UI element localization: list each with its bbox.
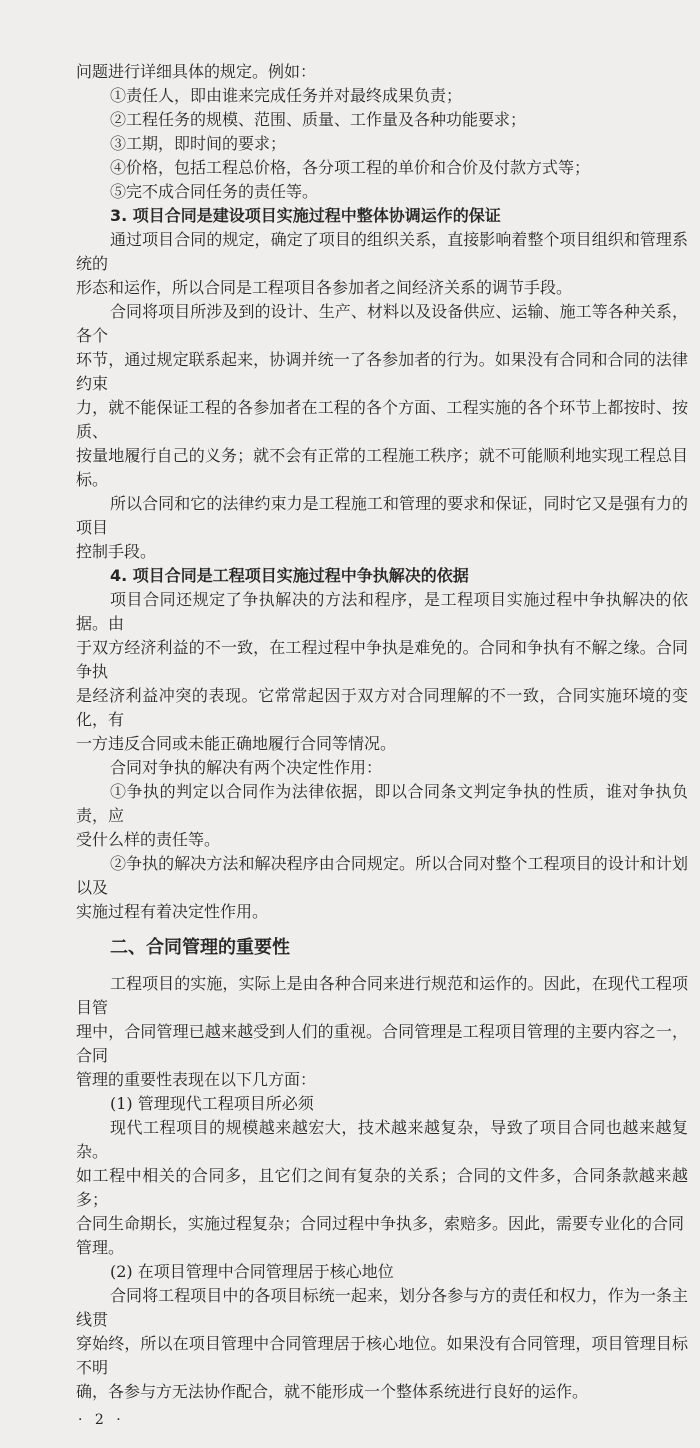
text-line: 形态和运作，所以合同是工程项目各参加者之间经济关系的调节手段。 (76, 278, 573, 297)
page-number: · 2 · (78, 1412, 125, 1428)
text-line: 一方违反合同或未能正确地履行合同等情况。 (76, 734, 397, 753)
text-line: 合同将项目所涉及到的设计、生产、材料以及设备供应、运输、施工等各种关系，各个 (76, 302, 688, 345)
text-line: 受什么样的责任等。 (76, 830, 221, 849)
text-line: 环节，通过规定联系起来，协调并统一了各参加者的行为。如果没有合同和合同的法律约束 (76, 350, 688, 393)
text-line: 工程项目的实施，实际上是由各种合同来进行规范和运作的。因此，在现代工程项目管 (76, 974, 688, 1017)
paragraph (76, 588, 688, 756)
text-line: 如工程中相关的合同多，且它们之间有复杂的关系；合同的文件多，合同条款越来越多； (76, 1166, 688, 1209)
text-line: 二、合同管理的重要性 (110, 937, 290, 958)
text-line: 是经济利益冲突的表现。它常常起因于双方对合同理解的不一致，合同实施环境的变化，有 (76, 686, 688, 729)
text-line: ②工程任务的规模、范围、质量、工作量及各种功能要求； (110, 110, 527, 129)
paragraph (76, 108, 688, 132)
text-line: 管理。 (76, 1238, 125, 1257)
text-line: ①争执的判定以合同作为法律依据，即以合同条文判定争执的性质，谁对争执负责，应 (76, 782, 688, 825)
text-line: 合同生命期长，实施过程复杂；合同过程中争执多，索赔多。因此，需要专业化的合同 (76, 1214, 685, 1233)
text-line: 按量地履行自己的义务；就不会有正常的工程施工秩序；就不可能顺利地实现工程总目标。 (76, 446, 688, 489)
paragraph (76, 780, 688, 852)
paragraph (76, 1284, 688, 1404)
paragraph (76, 228, 688, 300)
text-line: 力，就不能保证工程的各参加者在工程的各个方面、工程实施的各个环节上都按时、按质、 (76, 398, 688, 441)
text-line: 项目合同还规定了争执解决的方法和程序，是工程项目实施过程中争执解决的依据。由 (76, 590, 688, 633)
text-line: 3. 项目合同是建设项目实施过程中整体协调运作的保证 (110, 206, 501, 225)
text-line: 4. 项目合同是工程项目实施过程中争执解决的依据 (110, 566, 469, 585)
paragraph (76, 492, 688, 564)
paragraph (76, 852, 688, 924)
text-line: 管理的重要性表现在以下几方面： (76, 1070, 317, 1089)
text-line: ②争执的解决方法和解决程序由合同规定。所以合同对整个工程项目的设计和计划以及 (76, 854, 688, 897)
subsection-heading (76, 204, 688, 228)
paragraph (76, 156, 688, 180)
text-line: 所以合同和它的法律约束力是工程施工和管理的要求和保证，同时它又是强有力的项目 (76, 494, 688, 537)
text-line: 现代工程项目的规模越来越宏大，技术越来越复杂，导致了项目合同也越来越复杂。 (76, 1118, 688, 1161)
paragraph (76, 180, 688, 204)
text-line: 理中，合同管理已越来越受到人们的重视。合同管理是工程项目管理的主要内容之一，合同 (76, 1022, 688, 1065)
paragraph (76, 132, 688, 156)
text-line: ⑤完不成合同任务的责任等。 (110, 182, 319, 201)
text-line: 合同将工程项目中的各项目标统一起来，划分各参与方的责任和权力，作为一条主线贯 (76, 1286, 688, 1329)
paragraph (76, 1260, 688, 1284)
paragraph (76, 1116, 688, 1260)
paragraph (76, 972, 688, 1092)
text-line: 通过项目合同的规定，确定了项目的组织关系，直接影响着整个项目组织和管理系统的 (76, 230, 688, 273)
subsection-heading (76, 564, 688, 588)
text-line: 问题进行详细具体的规定。例如： (76, 62, 317, 81)
text-line: 于双方经济利益的不一致，在工程过程中争执是难免的。合同和争执有不解之缘。合同争执 (76, 638, 688, 681)
paragraph (76, 756, 688, 780)
page-body (76, 0, 688, 1404)
paragraph (76, 84, 688, 108)
text-line: 实施过程有着决定性作用。 (76, 902, 269, 921)
text-line: (1) 管理现代工程项目所必须 (110, 1094, 314, 1113)
text-line: 合同对争执的解决有两个决定性作用： (110, 758, 383, 777)
text-line: (2) 在项目管理中合同管理居于核心地位 (110, 1262, 394, 1281)
text-line: ③工期，即时间的要求； (110, 134, 287, 153)
section-heading (76, 924, 688, 972)
text-line: ①责任人，即由谁来完成任务并对最终成果负责； (110, 86, 463, 105)
paragraph (76, 1092, 688, 1116)
text-line: 确，各参与方无法协作配合，就不能形成一个整体系统进行良好的运作。 (76, 1382, 589, 1401)
paragraph (76, 60, 688, 84)
text-line: 控制手段。 (76, 542, 157, 561)
text-line: 穿始终，所以在项目管理中合同管理居于核心地位。如果没有合同管理，项目管理目标不明 (76, 1334, 688, 1377)
text-line: ④价格，包括工程总价格，各分项工程的单价和合价及付款方式等； (110, 158, 591, 177)
paragraph (76, 300, 688, 492)
